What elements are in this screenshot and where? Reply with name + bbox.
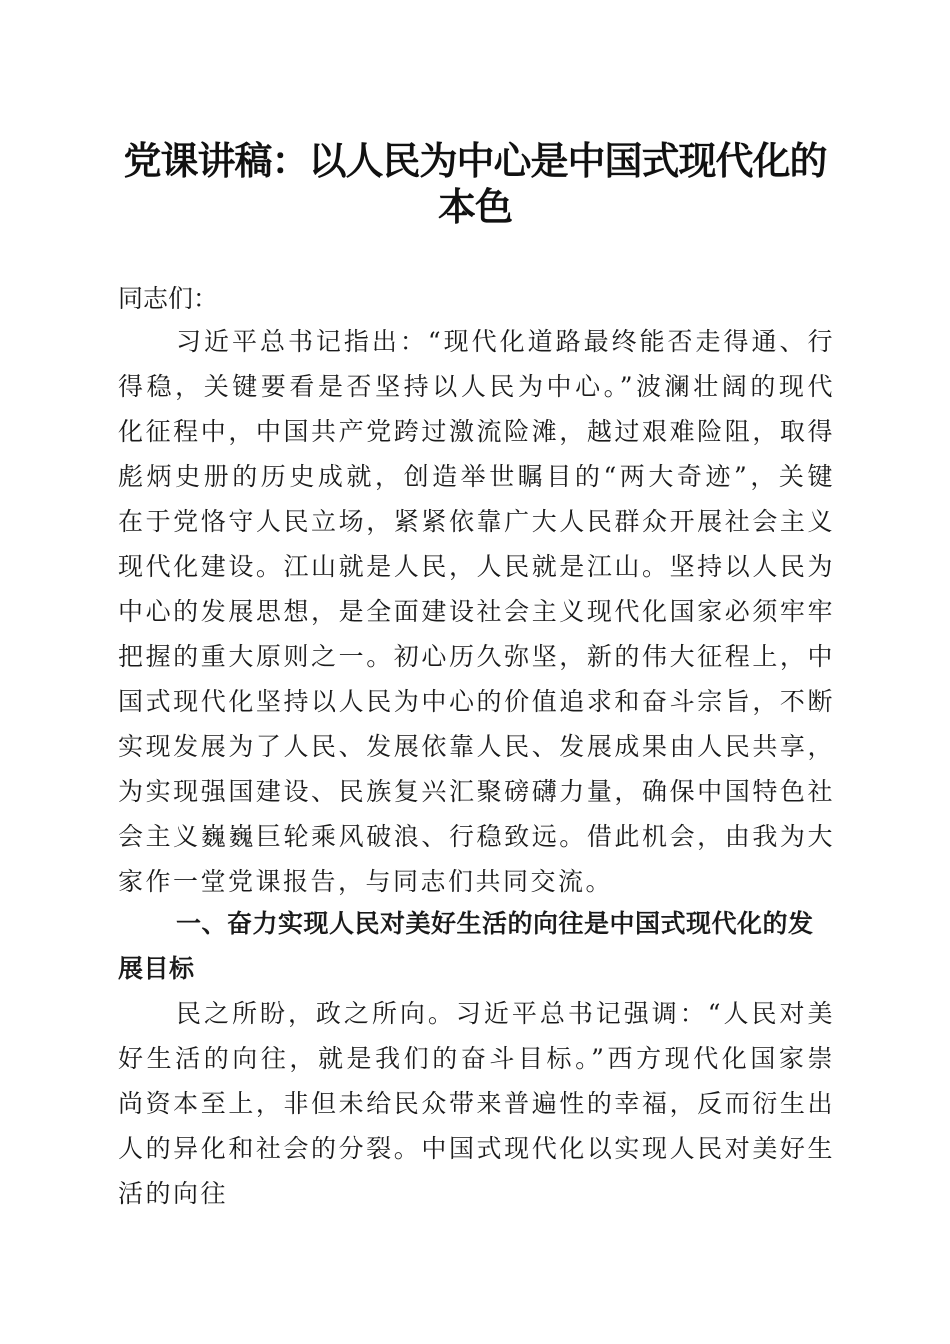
- document-title: 党课讲稿：以人民为中心是中国式现代化的本色: [123, 139, 827, 229]
- section-heading: 一、奋力实现人民对美好生活的向往是中国式现代化的发展目标: [118, 909, 814, 983]
- salutation: 同志们：: [118, 284, 219, 313]
- intro-paragraph: 习近平总书记指出：“现代化道路最终能否走得通、行得稳，关键要看是否坚持以人民为中心。”波澜壮阔的现代化征程中，中国共产党跨过激流险滩，越过艰难险阻，取得彪炳史册的历史成就，创造举世瞩目的“两大奇迹”，关键在于党恪守人民立场，紧紧依靠广大人民群众开展社会主义现代化建设。江山就是人民，人民就是江山。坚持以人民为中心的发展思想，是全面建设社会主义现代化国家必须牢牢把握的重大原则之一。初心历久弥坚，新的伟大征程上，中国式现代化坚持以人民为中心的价值追求和奋斗宗旨，不断实现发展为了人民、发展依靠人民、发展成果由人民共享，为实现强国建设、民族复兴汇聚磅礴力量，确保中国特色社会主义巍巍巨轮乘风破浪、行稳致远。借此机会，由我为大家作一堂党课报告，与同志们共同交流。: [118, 327, 835, 896]
- section-paragraph: 民之所盼，政之所向。习近平总书记强调：“人民对美好生活的向往，就是我们的奋斗目标。”西方现代化国家崇尚资本至上，非但未给民众带来普遍性的幸福，反而衍生出人的异化和社会的分裂。中国式现代化以实现人民对美好生活的向往: [118, 999, 835, 1208]
